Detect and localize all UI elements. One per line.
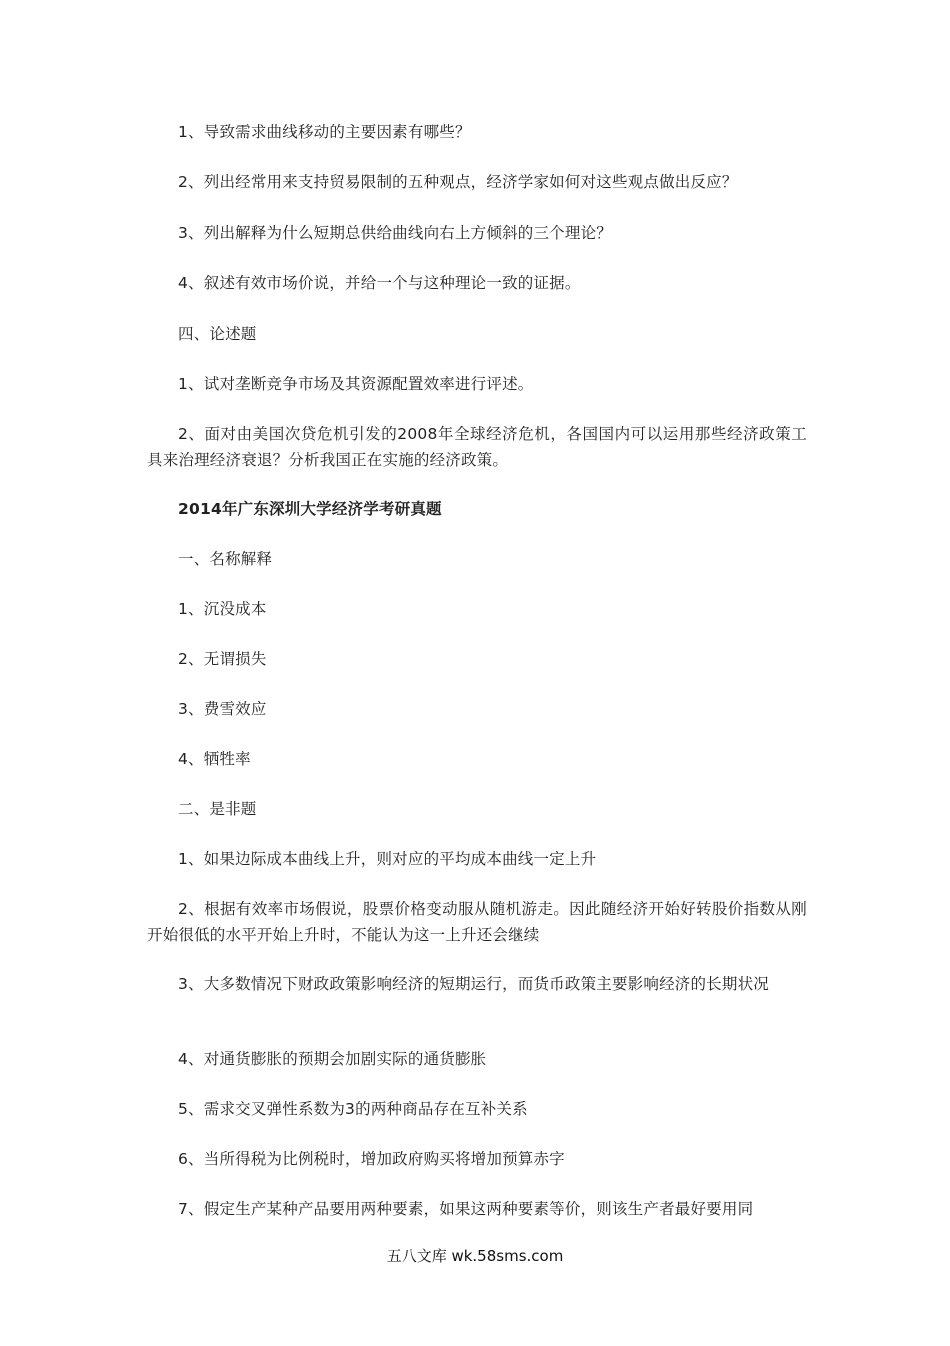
exam-title: 2014年广东深圳大学经济学考研真题	[178, 500, 442, 518]
question-paragraph: 2、列出经常用来支持贸易限制的五种观点，经济学家如何对这些观点做出反应？	[178, 173, 738, 191]
question-paragraph: 2、无谓损失	[178, 650, 267, 668]
section-heading: 二、是非题	[178, 800, 257, 818]
section-heading: 一、名称解释	[178, 550, 273, 568]
question-paragraph: 4、对通货膨胀的预期会加剧实际的通货膨胀	[178, 1050, 487, 1068]
question-paragraph: 7、假定生产某种产品要用两种要素，如果这两种要素等价，则该生产者最好要用同	[178, 1200, 754, 1218]
page-footer: 五八文库 wk.58sms.com	[386, 1247, 564, 1265]
question-paragraph: 1、沉没成本	[178, 600, 267, 618]
question-paragraph: 3、列出解释为什么短期总供给曲线向右上方倾斜的三个理论？	[178, 224, 612, 242]
question-paragraph: 3、费雪效应	[178, 700, 267, 718]
question-paragraph: 4、叙述有效市场价说，并给一个与这种理论一致的证据。	[178, 274, 581, 292]
question-paragraph: 1、导致需求曲线移动的主要因素有哪些？	[178, 123, 471, 141]
question-paragraph: 4、牺牲率	[178, 750, 251, 768]
section-heading: 四、论述题	[178, 325, 257, 343]
question-paragraph: 2、根据有效率市场假说，股票价格变动服从随机游走。因此随经济开始好转股价指数从刚开始很低的水平开始上升时，不能认为这一上升还会继续	[147, 900, 807, 944]
question-paragraph: 6、当所得税为比例税时，增加政府购买将增加预算赤字	[178, 1150, 565, 1168]
question-paragraph: 1、如果边际成本曲线上升，则对应的平均成本曲线一定上升	[178, 850, 597, 868]
question-paragraph: 1、试对垄断竞争市场及其资源配置效率进行评述。	[178, 375, 534, 393]
question-paragraph: 2、面对由美国次贷危机引发的2008年全球经济危机，各国国内可以运用那些经济政策工具来治理经济衰退？分析我国正在实施的经济政策。	[147, 425, 807, 469]
question-paragraph: 3、大多数情况下财政政策影响经济的短期运行，而货币政策主要影响经济的长期状况	[178, 975, 769, 993]
question-paragraph: 5、需求交叉弹性系数为3的两种商品存在互补关系	[178, 1100, 528, 1118]
